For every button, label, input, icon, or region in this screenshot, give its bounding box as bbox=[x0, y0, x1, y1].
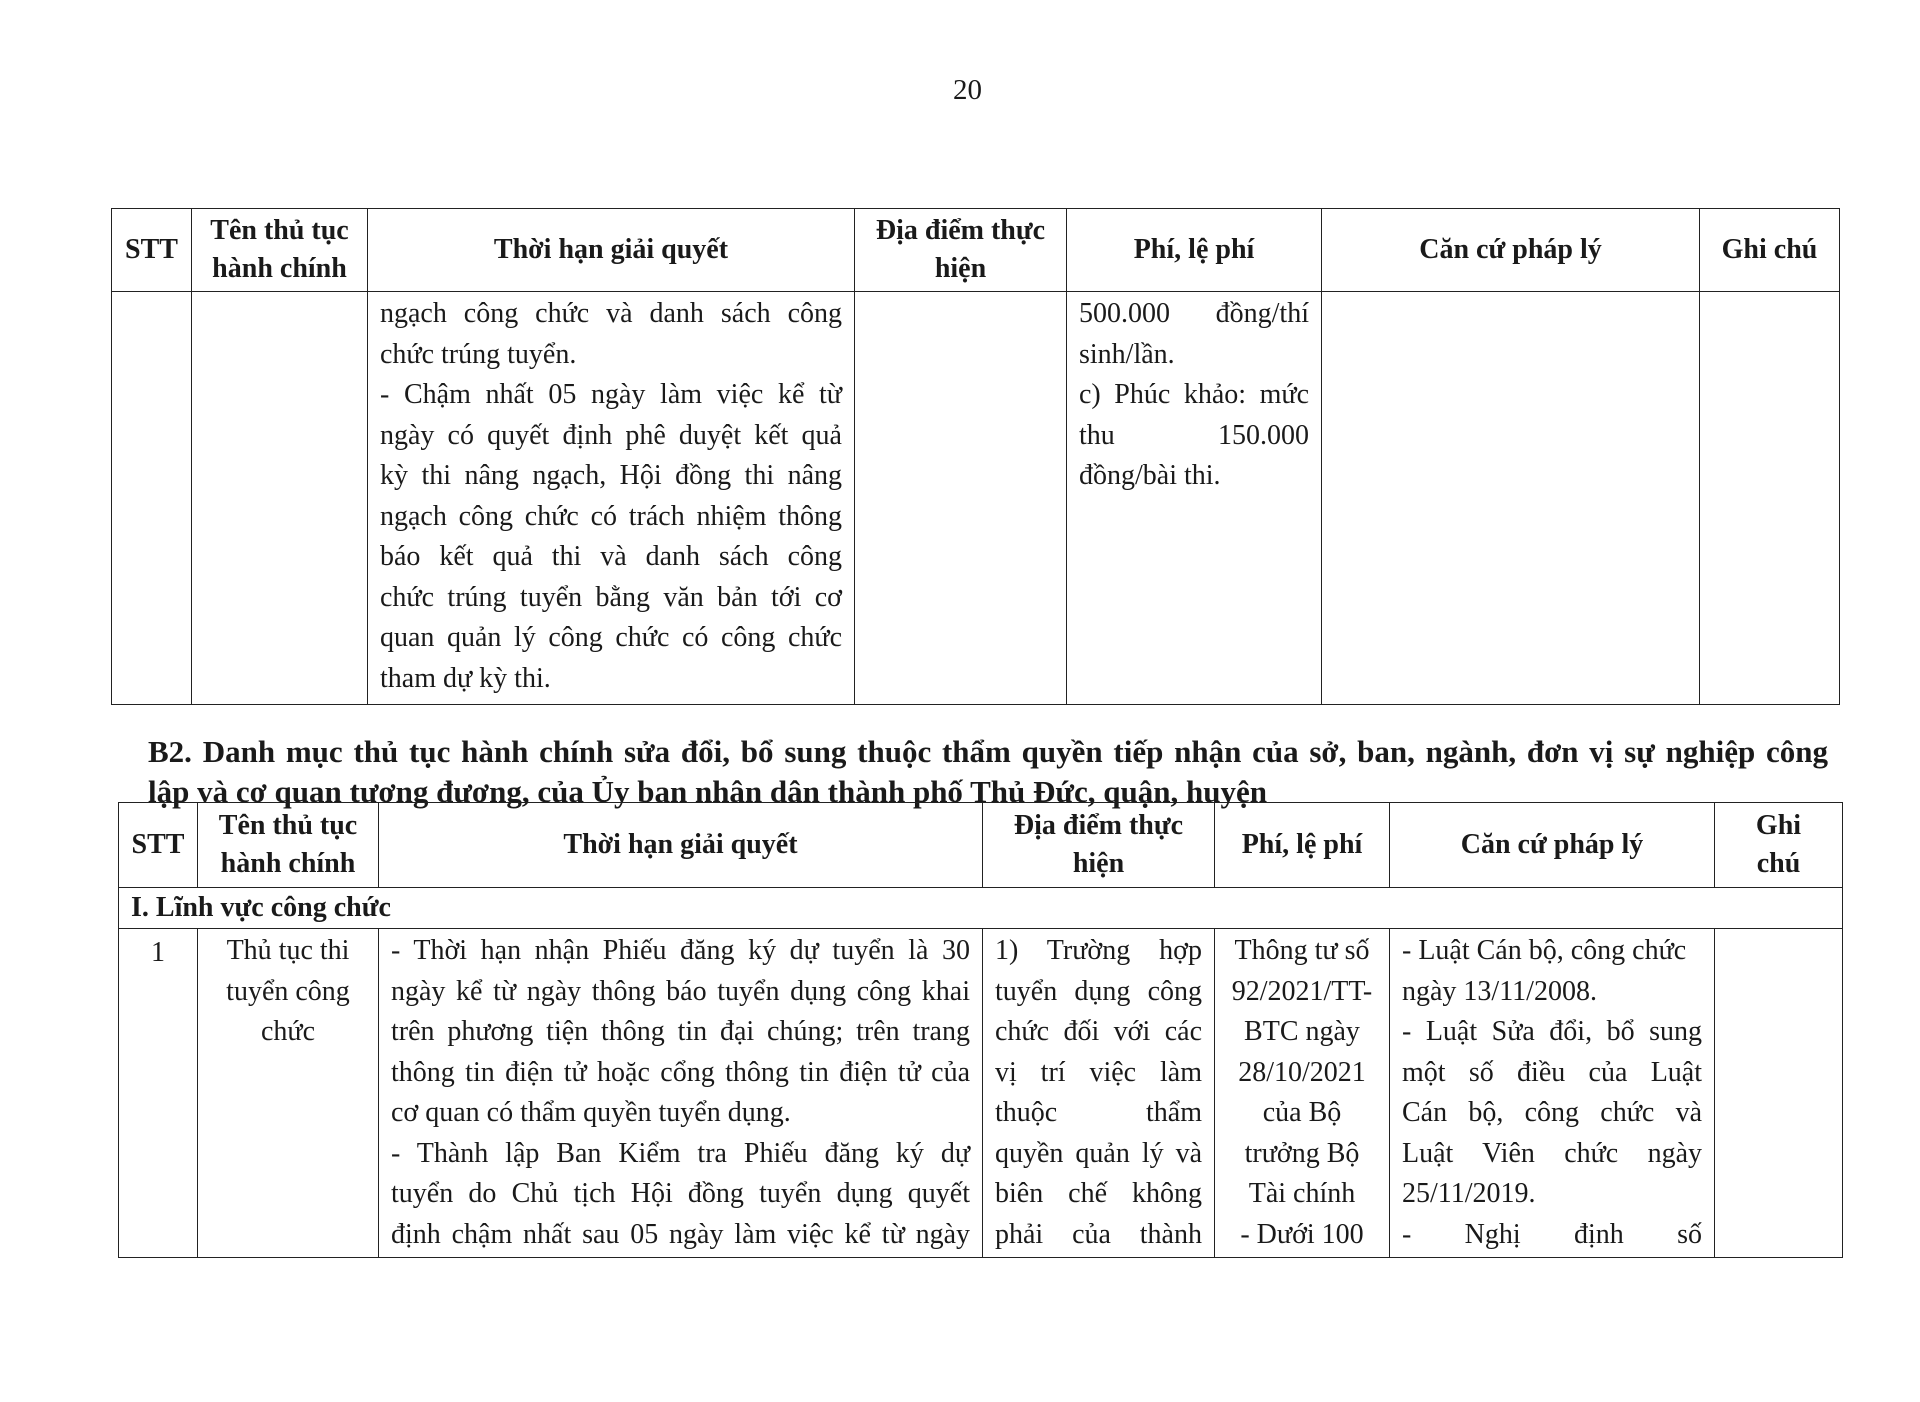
field-row bbox=[119, 888, 1843, 929]
field-label: I. Lĩnh vực công chức bbox=[119, 888, 1843, 929]
header-fee: Phí, lệ phí bbox=[1215, 803, 1390, 888]
cell-stt bbox=[112, 292, 192, 705]
header-procedure-name: Tên thủ tục hành chính bbox=[192, 209, 368, 292]
table-row bbox=[119, 929, 1843, 1258]
table-header-row bbox=[112, 209, 1840, 292]
cell-procedure-name: Thủ tục thi tuyển công chức bbox=[198, 929, 379, 1258]
header-note: Ghi chú bbox=[1715, 803, 1843, 888]
header-procedure-name: Tên thủ tục hành chính bbox=[198, 803, 379, 888]
cell-fee: 500.000 đồng/thí sinh/lần. c) Phúc khảo: mức thu 150.000 đồng/bài thi. bbox=[1067, 292, 1322, 705]
page-number: 20 bbox=[953, 74, 982, 106]
cell-note bbox=[1700, 292, 1840, 705]
header-place: Địa điểm thực hiện bbox=[855, 209, 1067, 292]
header-legal-basis: Căn cứ pháp lý bbox=[1390, 803, 1715, 888]
header-fee: Phí, lệ phí bbox=[1067, 209, 1322, 292]
procedures-table-continued bbox=[111, 208, 1840, 705]
cell-place bbox=[855, 292, 1067, 705]
section-heading-b2: B2. Danh mục thủ tục hành chính sửa đổi, bổ sung thuộc thẩm quyền tiếp nhận của sở, ban, ngành, đơn vị sự nghiệp công lập và cơ quan tương đương, của Ủy ban nhân dân thành phố Thủ Đức, quận, huyện bbox=[148, 734, 1828, 809]
cell-place: 1) Trường hợp tuyển dụng công chức đối với các vị trí việc làm thuộc thẩm quyền quản lý và biên chế không phải của thành bbox=[983, 929, 1215, 1258]
cell-fee: Thông tư số 92/2021/TT- BTC ngày 28/10/2021 của Bộ trưởng Bộ Tài chính - Dưới 100 bbox=[1215, 929, 1390, 1258]
table-header-row bbox=[119, 803, 1843, 888]
header-place: Địa điểm thực hiện bbox=[983, 803, 1215, 888]
header-legal-basis: Căn cứ pháp lý bbox=[1322, 209, 1700, 292]
cell-stt: 1 bbox=[119, 929, 198, 1258]
header-note: Ghi chú bbox=[1700, 209, 1840, 292]
cell-legal-basis bbox=[1322, 292, 1700, 705]
cell-processing-time: ngạch công chức và danh sách công chức trúng tuyển. - Chậm nhất 05 ngày làm việc kể từ ngày có quyết định phê duyệt kết quả kỳ thi nâng ngạch, Hội đồng thi nâng ngạch công chức có trách nhiệm thông báo kết quả thi và danh sách công chức trúng tuyển bằng văn bản tới cơ quan quản lý công chức có công chức tham dự kỳ thi. bbox=[368, 292, 855, 705]
procedures-table-b2 bbox=[118, 802, 1843, 1258]
cell-legal-basis: - Luật Cán bộ, công chức ngày 13/11/2008. - Luật Sửa đổi, bổ sung một số điều của Luật Cán bộ, công chức và Luật Viên chức ngày 25/11/2019. - Nghị định số bbox=[1390, 929, 1715, 1258]
header-processing-time: Thời hạn giải quyết bbox=[368, 209, 855, 292]
header-stt: STT bbox=[119, 803, 198, 888]
table-row bbox=[112, 292, 1840, 705]
cell-procedure-name bbox=[192, 292, 368, 705]
header-stt: STT bbox=[112, 209, 192, 292]
cell-note bbox=[1715, 929, 1843, 1258]
header-processing-time: Thời hạn giải quyết bbox=[379, 803, 983, 888]
cell-processing-time: - Thời hạn nhận Phiếu đăng ký dự tuyển là 30 ngày kể từ ngày thông báo tuyển dụng công khai trên phương tiện thông tin đại chúng; trên trang thông tin điện tử hoặc cổng thông tin điện tử của cơ quan có thẩm quyền tuyển dụng. - Thành lập Ban Kiểm tra Phiếu đăng ký dự tuyển do Chủ tịch Hội đồng tuyển dụng quyết định chậm nhất sau 05 ngày làm việc kể từ ngày bbox=[379, 929, 983, 1258]
